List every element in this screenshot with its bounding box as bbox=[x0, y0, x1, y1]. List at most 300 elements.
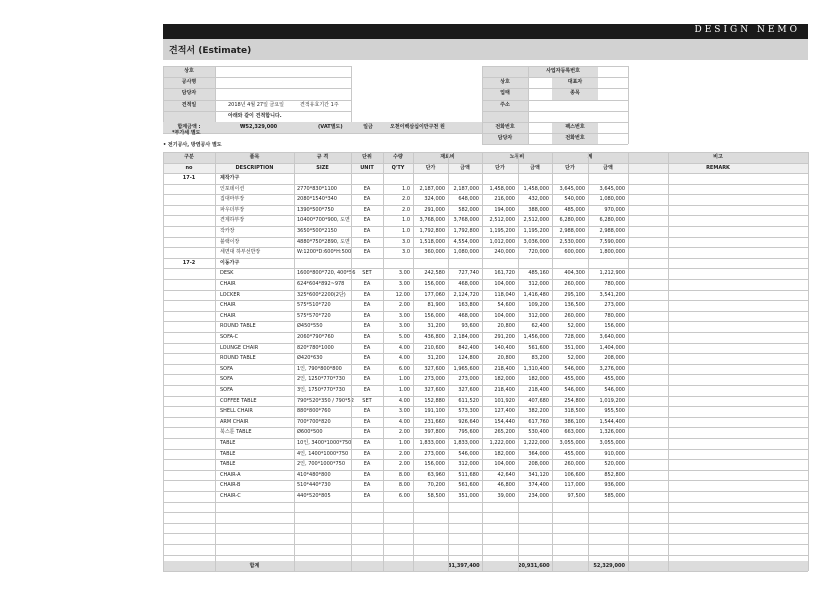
labor-unit-price: 218,400 bbox=[494, 365, 515, 372]
total-unit-price: 404,300 bbox=[564, 270, 585, 277]
total-amount: 6,280,000 bbox=[599, 217, 625, 224]
header-cell: 단가 bbox=[495, 164, 505, 171]
info-row-line bbox=[482, 122, 628, 123]
item-quantity: 2.00 bbox=[398, 450, 410, 457]
table-row-line bbox=[163, 184, 808, 185]
item-description: 집대마부장 bbox=[220, 196, 245, 203]
header-cell: 구분 bbox=[184, 154, 194, 160]
grid-line bbox=[163, 152, 808, 153]
total-amount: 273,000 bbox=[604, 302, 625, 309]
item-size: 1인, 790*800*800 bbox=[297, 365, 342, 372]
item-description: SOFA bbox=[220, 365, 233, 372]
material-unit-price: 324,000 bbox=[424, 196, 445, 203]
item-size: 2인, 1250*770*730 bbox=[297, 376, 346, 383]
grid-line bbox=[628, 66, 629, 144]
labor-unit-price: 154,440 bbox=[494, 418, 515, 425]
total-unit-price: 318,500 bbox=[564, 408, 585, 415]
material-amount: 573,300 bbox=[458, 408, 479, 415]
labor-unit-price: 104,000 bbox=[494, 461, 515, 468]
item-unit: EA bbox=[363, 281, 371, 287]
item-description: DESK bbox=[220, 270, 234, 277]
material-amount: 1,080,000 bbox=[453, 249, 479, 256]
item-size: 2770*830*1100 bbox=[297, 185, 337, 192]
item-description: TABLE bbox=[220, 440, 236, 446]
table-column-line bbox=[808, 152, 809, 571]
total-amount: 3,640,000 bbox=[599, 334, 625, 340]
total-amount: 2,988,000 bbox=[599, 228, 625, 234]
item-description: CHAIR bbox=[220, 302, 236, 309]
material-unit-price: 242,580 bbox=[424, 270, 445, 277]
total-unit-price: 3,645,000 bbox=[559, 185, 585, 192]
item-unit: EA bbox=[363, 408, 371, 415]
table-row-line bbox=[163, 205, 808, 206]
labor-amount: 218,400 bbox=[528, 387, 549, 393]
total-unit-price: 136,500 bbox=[564, 302, 585, 309]
item-size: 3인, 1750*770*730 bbox=[297, 387, 346, 393]
item-unit: SET bbox=[362, 397, 372, 404]
business-number-label: 사업자등록번호 bbox=[546, 68, 580, 74]
item-quantity: 2.00 bbox=[398, 302, 410, 309]
total-unit-price: 540,000 bbox=[564, 196, 585, 203]
table-column-line bbox=[413, 152, 414, 571]
labor-unit-price: 20,800 bbox=[497, 323, 515, 330]
material-unit-price: 1,518,000 bbox=[419, 238, 445, 245]
table-row-line bbox=[163, 268, 808, 269]
row-number: 17-1 bbox=[182, 175, 196, 181]
total-amount: 585,000 bbox=[604, 493, 625, 499]
item-quantity: 2.00 bbox=[398, 461, 410, 468]
item-quantity: 2.00 bbox=[398, 429, 410, 436]
header-cell: 재료비 bbox=[440, 154, 455, 160]
total-amount: 1,544,400 bbox=[599, 418, 625, 425]
item-unit: EA bbox=[363, 387, 371, 393]
total-amount: 3,541,200 bbox=[599, 291, 625, 298]
header-cell: Q'TY bbox=[391, 164, 405, 171]
labor-amount: 312,000 bbox=[528, 281, 549, 287]
table-row-line bbox=[163, 427, 808, 428]
table-column-line bbox=[668, 152, 669, 571]
item-description: SHELL CHAIR bbox=[220, 408, 253, 415]
item-unit: EA bbox=[363, 238, 371, 245]
material-amount: 727,740 bbox=[458, 270, 479, 277]
item-description: 세면대 하부선반장 bbox=[220, 249, 261, 256]
material-amount: 1,965,600 bbox=[453, 365, 479, 372]
total-sum: 52,329,000 bbox=[593, 563, 625, 569]
item-unit: EA bbox=[363, 302, 371, 309]
material-unit-price: 210,600 bbox=[424, 344, 445, 351]
material-amount: 795,600 bbox=[458, 429, 479, 436]
table-row-line bbox=[163, 300, 808, 301]
table-row-line bbox=[163, 533, 808, 534]
labor-amount: 1,222,000 bbox=[523, 440, 549, 446]
total-unit-price: 546,000 bbox=[564, 365, 585, 372]
labor-amount: 62,400 bbox=[531, 323, 549, 330]
table-column-line bbox=[215, 152, 216, 571]
table-row-line bbox=[163, 512, 808, 513]
header-cell: 단가 bbox=[565, 164, 575, 171]
item-description: TABLE bbox=[220, 461, 236, 468]
labor-amount: 182,000 bbox=[528, 376, 549, 383]
brand-band bbox=[163, 24, 808, 39]
item-unit: EA bbox=[363, 461, 371, 468]
vat-note: (VAT별도) bbox=[318, 124, 343, 130]
business-item-label: 종목 bbox=[570, 90, 580, 97]
material-amount: 2,124,720 bbox=[453, 291, 479, 298]
table-row-line bbox=[163, 353, 808, 354]
material-amount: 2,187,000 bbox=[453, 185, 479, 192]
table-row-line bbox=[163, 290, 808, 291]
total-unit-price: 2,988,000 bbox=[559, 228, 585, 234]
total-amount: 1,212,900 bbox=[599, 270, 625, 277]
table-row-line bbox=[163, 321, 808, 322]
labor-unit-price: 2,512,000 bbox=[489, 217, 515, 224]
item-quantity: 6.00 bbox=[398, 493, 410, 499]
labor-unit-price: 140,400 bbox=[494, 344, 515, 351]
item-size: 790*520*350 / 790*52 bbox=[297, 397, 354, 404]
table-row-line bbox=[163, 470, 808, 471]
info-row-line bbox=[163, 66, 351, 67]
item-unit: EA bbox=[363, 365, 371, 372]
header-cell: 규 격 bbox=[316, 154, 329, 160]
item-size: 4인, 1400*1000*750 bbox=[297, 450, 349, 457]
material-unit-price: 273,000 bbox=[424, 450, 445, 457]
validity-period: 견적유효기간 1주 bbox=[300, 101, 339, 108]
material-amount: 468,000 bbox=[458, 312, 479, 319]
total-amount: 1,080,000 bbox=[599, 196, 625, 203]
item-quantity: 4.00 bbox=[398, 418, 410, 425]
item-description: CHAIR-B bbox=[220, 482, 241, 489]
ceo-label: 대표자 bbox=[567, 79, 583, 86]
material-amount: 163,800 bbox=[458, 302, 479, 309]
phone-label: 전화번호 bbox=[495, 124, 515, 130]
total-unit-price: 52,000 bbox=[567, 323, 585, 330]
labor-unit-price: 265,200 bbox=[494, 429, 515, 436]
grid-line bbox=[351, 66, 352, 122]
material-amount: 1,833,000 bbox=[453, 440, 479, 446]
info-row-line bbox=[482, 66, 628, 67]
labor-amount: 617,760 bbox=[528, 418, 549, 425]
header-cell: SIZE bbox=[316, 164, 329, 171]
item-size: 2인, 700*1000*750 bbox=[297, 461, 346, 468]
item-quantity: 1.00 bbox=[398, 376, 410, 383]
table-row-line bbox=[163, 215, 808, 216]
material-unit-price: 360,000 bbox=[424, 249, 445, 256]
labor-unit-price: 240,000 bbox=[494, 249, 515, 256]
item-size: 880*800*760 bbox=[297, 408, 331, 415]
item-unit: EA bbox=[363, 185, 371, 192]
item-description: CHAIR bbox=[220, 281, 236, 287]
material-amount: 648,000 bbox=[458, 196, 479, 203]
item-description: SOFA bbox=[220, 387, 233, 393]
business-type-label: 업태 bbox=[500, 90, 510, 97]
item-unit: EA bbox=[363, 291, 371, 298]
item-unit: EA bbox=[363, 450, 371, 457]
table-column-line bbox=[383, 152, 384, 571]
material-amount: 546,000 bbox=[458, 450, 479, 457]
material-unit-price: 63,960 bbox=[427, 471, 445, 478]
item-unit: EA bbox=[363, 429, 371, 436]
item-size: Ø420*630 bbox=[297, 355, 323, 362]
material-amount: 3,768,000 bbox=[453, 217, 479, 224]
material-unit-price: 397,800 bbox=[424, 429, 445, 436]
labor-amount: 364,000 bbox=[528, 450, 549, 457]
item-size: 325*600*2200(2단) bbox=[297, 291, 346, 298]
labor-amount: 1,458,000 bbox=[523, 185, 549, 192]
table-row-line bbox=[163, 226, 808, 227]
total-unit-price: 97,500 bbox=[567, 493, 585, 499]
amount-in-words: 오천이백삼십이만구천 원 bbox=[390, 124, 445, 130]
item-unit: EA bbox=[363, 312, 371, 319]
info-label: 상호 bbox=[184, 68, 194, 74]
table-column-line bbox=[351, 152, 352, 571]
item-description: SOFA-C bbox=[220, 334, 239, 340]
material-unit-price: 3,768,000 bbox=[419, 217, 445, 224]
labor-unit-price: 54,600 bbox=[497, 302, 515, 309]
total-amount: 156,000 bbox=[604, 323, 625, 330]
total-amount: 455,000 bbox=[604, 376, 625, 383]
material-amount: 2,184,000 bbox=[453, 334, 479, 340]
header-cell: UNIT bbox=[360, 164, 374, 171]
notice-text: 아래와 같이 견적합니다. bbox=[228, 112, 282, 119]
total-amount: 970,000 bbox=[604, 206, 625, 213]
section-title: 이동가구 bbox=[220, 259, 240, 266]
total-row-label: 합계 bbox=[249, 563, 260, 569]
table-column-line bbox=[628, 152, 629, 571]
item-unit: EA bbox=[363, 493, 371, 499]
labor-amount: 388,000 bbox=[528, 206, 549, 213]
total-amount: 3,055,000 bbox=[599, 440, 625, 446]
item-size: 820*780*1000 bbox=[297, 344, 334, 351]
material-unit-price: 58,500 bbox=[427, 493, 445, 499]
material-unit-price: 327,600 bbox=[424, 365, 445, 372]
item-size: 2060*790*760 bbox=[297, 334, 334, 340]
info-label: 담당자 bbox=[181, 90, 197, 97]
grid-line bbox=[163, 173, 808, 174]
item-description: 견제하부장 bbox=[220, 217, 245, 224]
item-size: 4880*750*2890, 도면 bbox=[297, 238, 350, 245]
item-description: CHAIR bbox=[220, 312, 236, 319]
item-description: 블랙이장 bbox=[220, 238, 240, 245]
grid-line bbox=[215, 66, 216, 122]
item-quantity: 2.0 bbox=[402, 196, 410, 203]
table-column-line bbox=[552, 152, 553, 571]
material-unit-price: 152,880 bbox=[424, 397, 445, 404]
item-description: SOFA bbox=[220, 376, 233, 383]
table-row-line bbox=[163, 385, 808, 386]
item-quantity: 1.0 bbox=[402, 217, 410, 224]
material-unit-price: 156,000 bbox=[424, 312, 445, 319]
total-amount-label: 합계금액 : bbox=[177, 124, 201, 130]
total-amount: 546,000 bbox=[604, 387, 625, 393]
total-amount: 852,800 bbox=[604, 471, 625, 478]
item-size: Ø450*550 bbox=[297, 323, 323, 330]
item-quantity: 1.00 bbox=[398, 440, 410, 446]
labor-amount: 720,000 bbox=[528, 249, 549, 256]
material-unit-price: 436,800 bbox=[424, 334, 445, 340]
item-quantity: 4.00 bbox=[398, 355, 410, 362]
material-unit-price: 291,000 bbox=[424, 206, 445, 213]
labor-amount: 341,120 bbox=[528, 471, 549, 478]
item-size: 440*520*805 bbox=[297, 493, 331, 499]
labor-amount: 407,680 bbox=[528, 397, 549, 404]
item-size: 2080*1540*340 bbox=[297, 196, 337, 203]
labor-amount: 1,310,400 bbox=[523, 365, 549, 372]
labor-amount: 1,195,200 bbox=[523, 228, 549, 234]
info-row-line bbox=[482, 100, 628, 101]
header-cell: 금액 bbox=[603, 164, 613, 171]
total-unit-price: 260,000 bbox=[564, 461, 585, 468]
total-unit-price: 106,600 bbox=[564, 471, 585, 478]
item-quantity: 4.00 bbox=[398, 397, 410, 404]
total-amount: 780,000 bbox=[604, 312, 625, 319]
table-row-line bbox=[163, 417, 808, 418]
item-quantity: 5.00 bbox=[398, 334, 410, 340]
table-row-line bbox=[163, 449, 808, 450]
labor-unit-price: 218,400 bbox=[494, 387, 515, 393]
labor-unit-price: 182,000 bbox=[494, 450, 515, 457]
item-unit: SET bbox=[362, 270, 372, 277]
labor-unit-price: 104,000 bbox=[494, 281, 515, 287]
labor-amount: 2,512,000 bbox=[523, 217, 549, 224]
total-amount: 208,000 bbox=[604, 355, 625, 362]
item-size: 624*604*892~978 bbox=[297, 281, 345, 287]
labor-amount: 109,200 bbox=[528, 302, 549, 309]
item-size: 410*480*800 bbox=[297, 471, 331, 478]
table-row-line bbox=[163, 438, 808, 439]
material-amount: 273,000 bbox=[458, 376, 479, 383]
labor-unit-price: 42,640 bbox=[497, 471, 515, 478]
manager-label: 담당자 bbox=[497, 135, 513, 142]
amount-in-words-label: 일금 bbox=[363, 124, 373, 130]
supplier-name-label: 상호 bbox=[500, 79, 510, 86]
labor-amount: 530,400 bbox=[528, 429, 549, 436]
info-row-line bbox=[482, 111, 628, 112]
total-amount: 910,000 bbox=[604, 450, 625, 457]
material-amount: 327,600 bbox=[458, 387, 479, 393]
table-row-line bbox=[163, 502, 808, 503]
total-amount: 1,800,000 bbox=[599, 249, 625, 256]
total-unit-price: 295,100 bbox=[564, 291, 585, 298]
material-amount: 93,600 bbox=[461, 323, 479, 330]
table-column-line bbox=[448, 152, 449, 571]
table-row-line bbox=[163, 544, 808, 545]
material-amount: 842,400 bbox=[458, 344, 479, 351]
labor-unit-price: 194,000 bbox=[494, 206, 515, 213]
item-description: ARM CHAIR bbox=[220, 418, 249, 425]
item-unit: EA bbox=[363, 471, 371, 478]
material-amount: 511,680 bbox=[458, 471, 479, 478]
header-cell: REMARK bbox=[706, 164, 730, 171]
vat-excluded-note: *부가세 별도 bbox=[172, 130, 201, 136]
item-unit: EA bbox=[363, 228, 371, 234]
item-quantity: 8.00 bbox=[398, 482, 410, 489]
item-size: Ø600*500 bbox=[297, 429, 323, 436]
material-amount: 926,640 bbox=[458, 418, 479, 425]
item-description: LOUNGE CHAIR bbox=[220, 344, 259, 351]
table-row-line bbox=[163, 555, 808, 556]
table-row-line bbox=[163, 332, 808, 333]
header-cell: 단가 bbox=[425, 164, 436, 171]
header-cell: no bbox=[185, 164, 193, 171]
item-unit: EA bbox=[363, 323, 371, 330]
material-unit-price: 156,000 bbox=[424, 461, 445, 468]
total-unit-price: 663,000 bbox=[564, 429, 585, 436]
item-size: W:1200*D:600*H:500 bbox=[297, 249, 352, 256]
material-amount: 1,792,800 bbox=[453, 228, 479, 234]
labor-amount: 83,200 bbox=[531, 355, 549, 362]
total-material: 31,397,400 bbox=[448, 563, 480, 569]
table-row-line bbox=[163, 194, 808, 195]
item-unit: EA bbox=[363, 196, 371, 203]
material-amount: 611,520 bbox=[458, 397, 479, 404]
labor-unit-price: 101,920 bbox=[494, 397, 515, 404]
total-amount: 3,645,000 bbox=[599, 185, 625, 192]
title-bar bbox=[163, 39, 808, 60]
table-row-line bbox=[163, 311, 808, 312]
header-cell: 수량 bbox=[393, 154, 403, 160]
labor-amount: 312,000 bbox=[528, 312, 549, 319]
labor-amount: 374,400 bbox=[528, 482, 549, 489]
info-row-line bbox=[163, 111, 351, 112]
labor-unit-price: 118,040 bbox=[494, 291, 515, 298]
estimate-date: 2018년 4월 27일 금요일 bbox=[228, 101, 285, 108]
labor-unit-price: 216,000 bbox=[494, 196, 515, 203]
material-unit-price: 1,833,000 bbox=[419, 440, 445, 446]
item-unit: EA bbox=[363, 440, 371, 446]
table-row-line bbox=[163, 396, 808, 397]
table-row-line bbox=[163, 406, 808, 407]
fax-label: 팩스번호 bbox=[565, 124, 585, 130]
item-description: CHAIR-A bbox=[220, 471, 241, 478]
total-unit-price: 351,000 bbox=[564, 344, 585, 351]
labor-unit-price: 291,200 bbox=[494, 334, 515, 340]
grid-line bbox=[163, 571, 808, 572]
total-labor: 20,931,600 bbox=[518, 563, 550, 569]
item-description: CHAIR-C bbox=[220, 493, 241, 499]
table-row-line bbox=[163, 523, 808, 524]
total-unit-price: 260,000 bbox=[564, 281, 585, 287]
item-description: ROUND TABLE bbox=[220, 355, 256, 362]
table-column-line bbox=[518, 152, 519, 571]
total-unit-price: 728,000 bbox=[564, 334, 585, 340]
labor-unit-price: 1,195,200 bbox=[489, 228, 515, 234]
item-size: 10인, 3400*1000*750 bbox=[297, 440, 352, 446]
material-unit-price: 191,100 bbox=[424, 408, 445, 415]
table-row-line bbox=[163, 343, 808, 344]
total-unit-price: 546,000 bbox=[564, 387, 585, 393]
total-unit-price: 455,000 bbox=[564, 376, 585, 383]
total-unit-price: 117,000 bbox=[564, 482, 585, 489]
total-unit-price: 3,055,000 bbox=[559, 440, 585, 446]
item-unit: EA bbox=[363, 334, 371, 340]
labor-unit-price: 1,012,000 bbox=[489, 238, 515, 245]
labor-amount: 234,000 bbox=[528, 493, 549, 499]
table-row-line bbox=[163, 459, 808, 460]
item-size: 575*570*720 bbox=[297, 312, 331, 319]
item-quantity: 3.00 bbox=[398, 312, 410, 319]
material-unit-price: 81,900 bbox=[427, 302, 445, 309]
header-cell: 노무비 bbox=[509, 154, 525, 160]
total-amount: 1,326,000 bbox=[599, 429, 625, 436]
labor-amount: 1,416,480 bbox=[523, 291, 549, 298]
total-unit-price: 386,100 bbox=[564, 418, 585, 425]
total-amount: 3,276,000 bbox=[599, 365, 625, 372]
labor-unit-price: 127,400 bbox=[494, 408, 515, 415]
total-amount: 936,000 bbox=[604, 482, 625, 489]
item-description: 북스툰 TABLE bbox=[220, 429, 252, 436]
total-amount: 1,019,200 bbox=[599, 397, 625, 404]
item-quantity: 3.00 bbox=[398, 323, 410, 330]
